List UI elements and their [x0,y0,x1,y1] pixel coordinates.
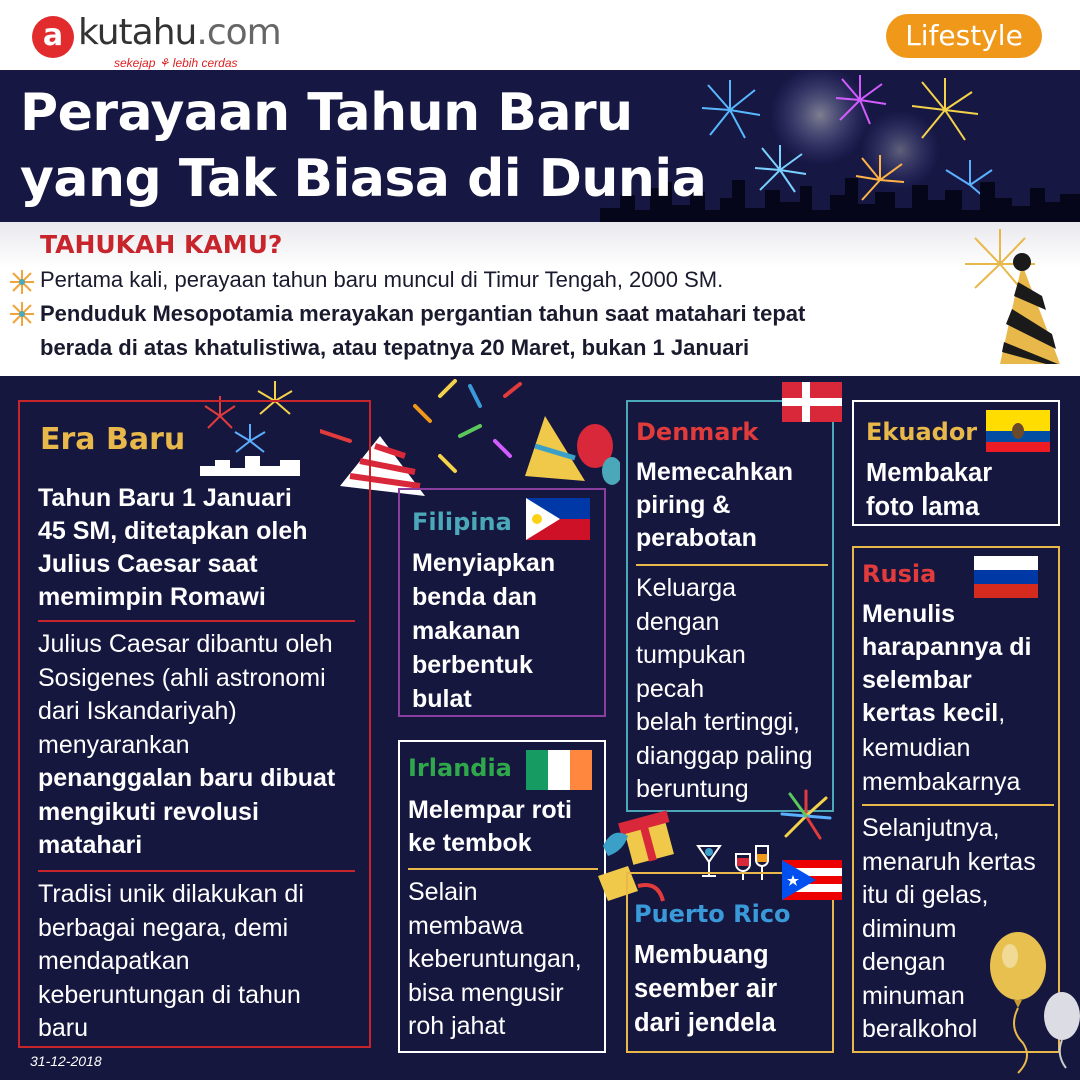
rusia-line: dengan [862,948,946,976]
party-hat-icon [960,224,1070,374]
brand-logo[interactable] [32,12,332,72]
era-lead-line: Julius Caesar saat [38,550,258,578]
balloon-icon [980,916,1080,1080]
era-para-line: baru [38,1014,89,1042]
filipina-line: bulat [412,685,472,713]
page-title-line1: Perayaan Tahun Baru [20,83,633,143]
page-title-line2: yang Tak Biasa di Dunia [20,149,707,209]
ekuador-lead [866,456,992,524]
fact-2-line2: berada di atas khatulistiwa, atau tepatnya 20 Maret, bukan 1 Januari [40,335,750,360]
filipina-line: makanan [412,617,521,645]
ekuador-lead-line: Membakar [866,459,993,487]
denmark-text [636,572,813,807]
rusia-lead-line: selembar [862,666,972,694]
filipina-text [412,546,555,716]
puerto-rico-lead-line: Membuang [634,941,769,969]
logo-name: kutahu [78,12,197,53]
denmark-line: dianggap paling [636,741,813,770]
denmark-line: pecah [636,674,705,703]
denmark-line: belah tertinggi, [636,708,801,736]
did-you-know-heading: TAHUKAH KAMU? [40,230,283,259]
era-para-line: dari Iskandariyah) [38,697,237,725]
era-lead-line: memimpin Romawi [38,583,266,611]
era-baru-para2 [38,878,304,1046]
filipina-line: benda dan [412,583,538,611]
denmark-lead [636,456,793,555]
ecuador-flag-icon [986,410,1050,452]
philippines-flag-icon [526,498,590,540]
logo-letter: a [32,16,74,58]
ekuador-card [852,400,1060,526]
title-banner [0,70,1080,222]
denmark-line: tumpukan [636,641,746,669]
irlandia-lead [408,794,572,860]
rusia-heading: Rusia [862,560,937,588]
category-badge[interactable]: Lifestyle [886,14,1042,58]
divider [862,804,1054,806]
denmark-line: dengan [636,607,720,636]
denmark-lead-line: Memecahkan [636,458,794,486]
ekuador-heading: Ekuador [866,418,978,446]
fact-1: Pertama kali, perayaan tahun baru muncul di Timur Tengah, 2000 SM. [40,267,724,292]
irlandia-card [398,740,606,1053]
russia-flag-icon [974,556,1038,598]
rusia-line: kemudian [862,734,971,762]
rusia-lead [862,598,1032,730]
puerto-rico-lead-line: dari jendela [634,1009,776,1037]
irlandia-line: keberuntungan, [408,945,582,973]
era-baru-card [18,400,371,1048]
rusia-line: membakarnya [862,767,1021,796]
did-you-know-section [0,222,1080,376]
denmark-line: beruntung [636,775,749,803]
rusia-lead-tail: , [998,699,1006,727]
logo-domain: .com [196,12,281,53]
filipina-heading: Filipina [412,508,512,536]
era-lead-line: 45 SM, ditetapkan oleh [38,517,308,545]
rusia-line: Selanjutnya, [862,814,1000,842]
puerto-rico-lead-line: seember air [634,975,778,1003]
irlandia-line: bisa mengusir [408,978,564,1007]
denmark-lead-line: piring & [636,491,731,519]
logo-wordmark [78,12,281,53]
divider [408,868,598,870]
irlandia-lead-line: Melempar roti [408,796,572,824]
irlandia-lead-line: ke tembok [408,829,532,857]
denmark-flag-icon [782,382,842,422]
puerto-rico-heading: Puerto Rico [634,900,791,928]
rusia-lead-line: harapannya di [862,633,1032,661]
era-para-line: Tradisi unik dilakukan di [38,880,304,908]
ireland-flag-icon [526,750,592,790]
irlandia-text [408,876,582,1044]
divider [38,620,355,622]
era-para-line: Julius Caesar dibantu oleh [38,630,333,658]
rusia-line: itu di gelas, [862,881,989,909]
rusia-lead2 [862,732,1020,799]
era-baru-heading: Era Baru [40,422,186,457]
puerto-rico-lead [634,938,777,1040]
era-para-bold-line: matahari [38,831,143,859]
era-para-line: keberuntungan di tahun [38,980,301,1009]
rusia-line: beralkohol [862,1015,978,1043]
filipina-line: Menyiapkan [412,549,556,577]
logo-tagline: sekejap ⚘ lebih cerdas [114,56,238,70]
irlandia-line: membawa [408,911,524,940]
rusia-lead-line: Menulis [862,600,956,628]
sparkle-icon [8,268,36,296]
denmark-line: Keluarga [636,574,737,602]
fact-2-line1: Penduduk Mesopotamia merayakan pergantian tahun saat matahari tepat [40,301,806,326]
divider [636,564,828,566]
era-para-bold-line: mengikuti revolusi [38,797,259,826]
ekuador-lead-line: foto lama [866,493,980,521]
era-baru-lead [38,482,308,614]
filipina-line: berbentuk [412,651,533,679]
era-para-line: menyarankan [38,730,190,759]
sparkle-icon [8,300,36,328]
rusia-line: diminum [862,914,957,943]
era-para-line: berbagai negara, demi [38,913,289,942]
divider [38,870,355,872]
traditions-section [0,376,1080,1080]
rusia-line: minuman [862,981,965,1010]
era-lead-line: Tahun Baru 1 Januari [38,484,292,512]
rusia-line: menaruh kertas [862,847,1036,876]
irlandia-line: Selain [408,878,478,906]
puerto-rico-flag-icon [782,860,842,900]
irlandia-line: roh jahat [408,1012,506,1040]
era-baru-para1 [38,628,335,863]
irlandia-heading: Irlandia [408,754,512,782]
era-para-line: Sosigenes (ahli astronomi [38,663,326,692]
era-para-line: mendapatkan [38,947,190,975]
denmark-card [626,400,834,812]
publish-date: 31-12-2018 [30,1053,102,1069]
rusia-lead-bold: kertas kecil [862,699,999,727]
denmark-lead-line: perabotan [636,524,757,552]
denmark-heading: Denmark [636,418,759,446]
page-title [20,80,740,212]
filipina-card [398,488,606,717]
era-para-bold-line: penanggalan baru dibuat [38,764,336,792]
